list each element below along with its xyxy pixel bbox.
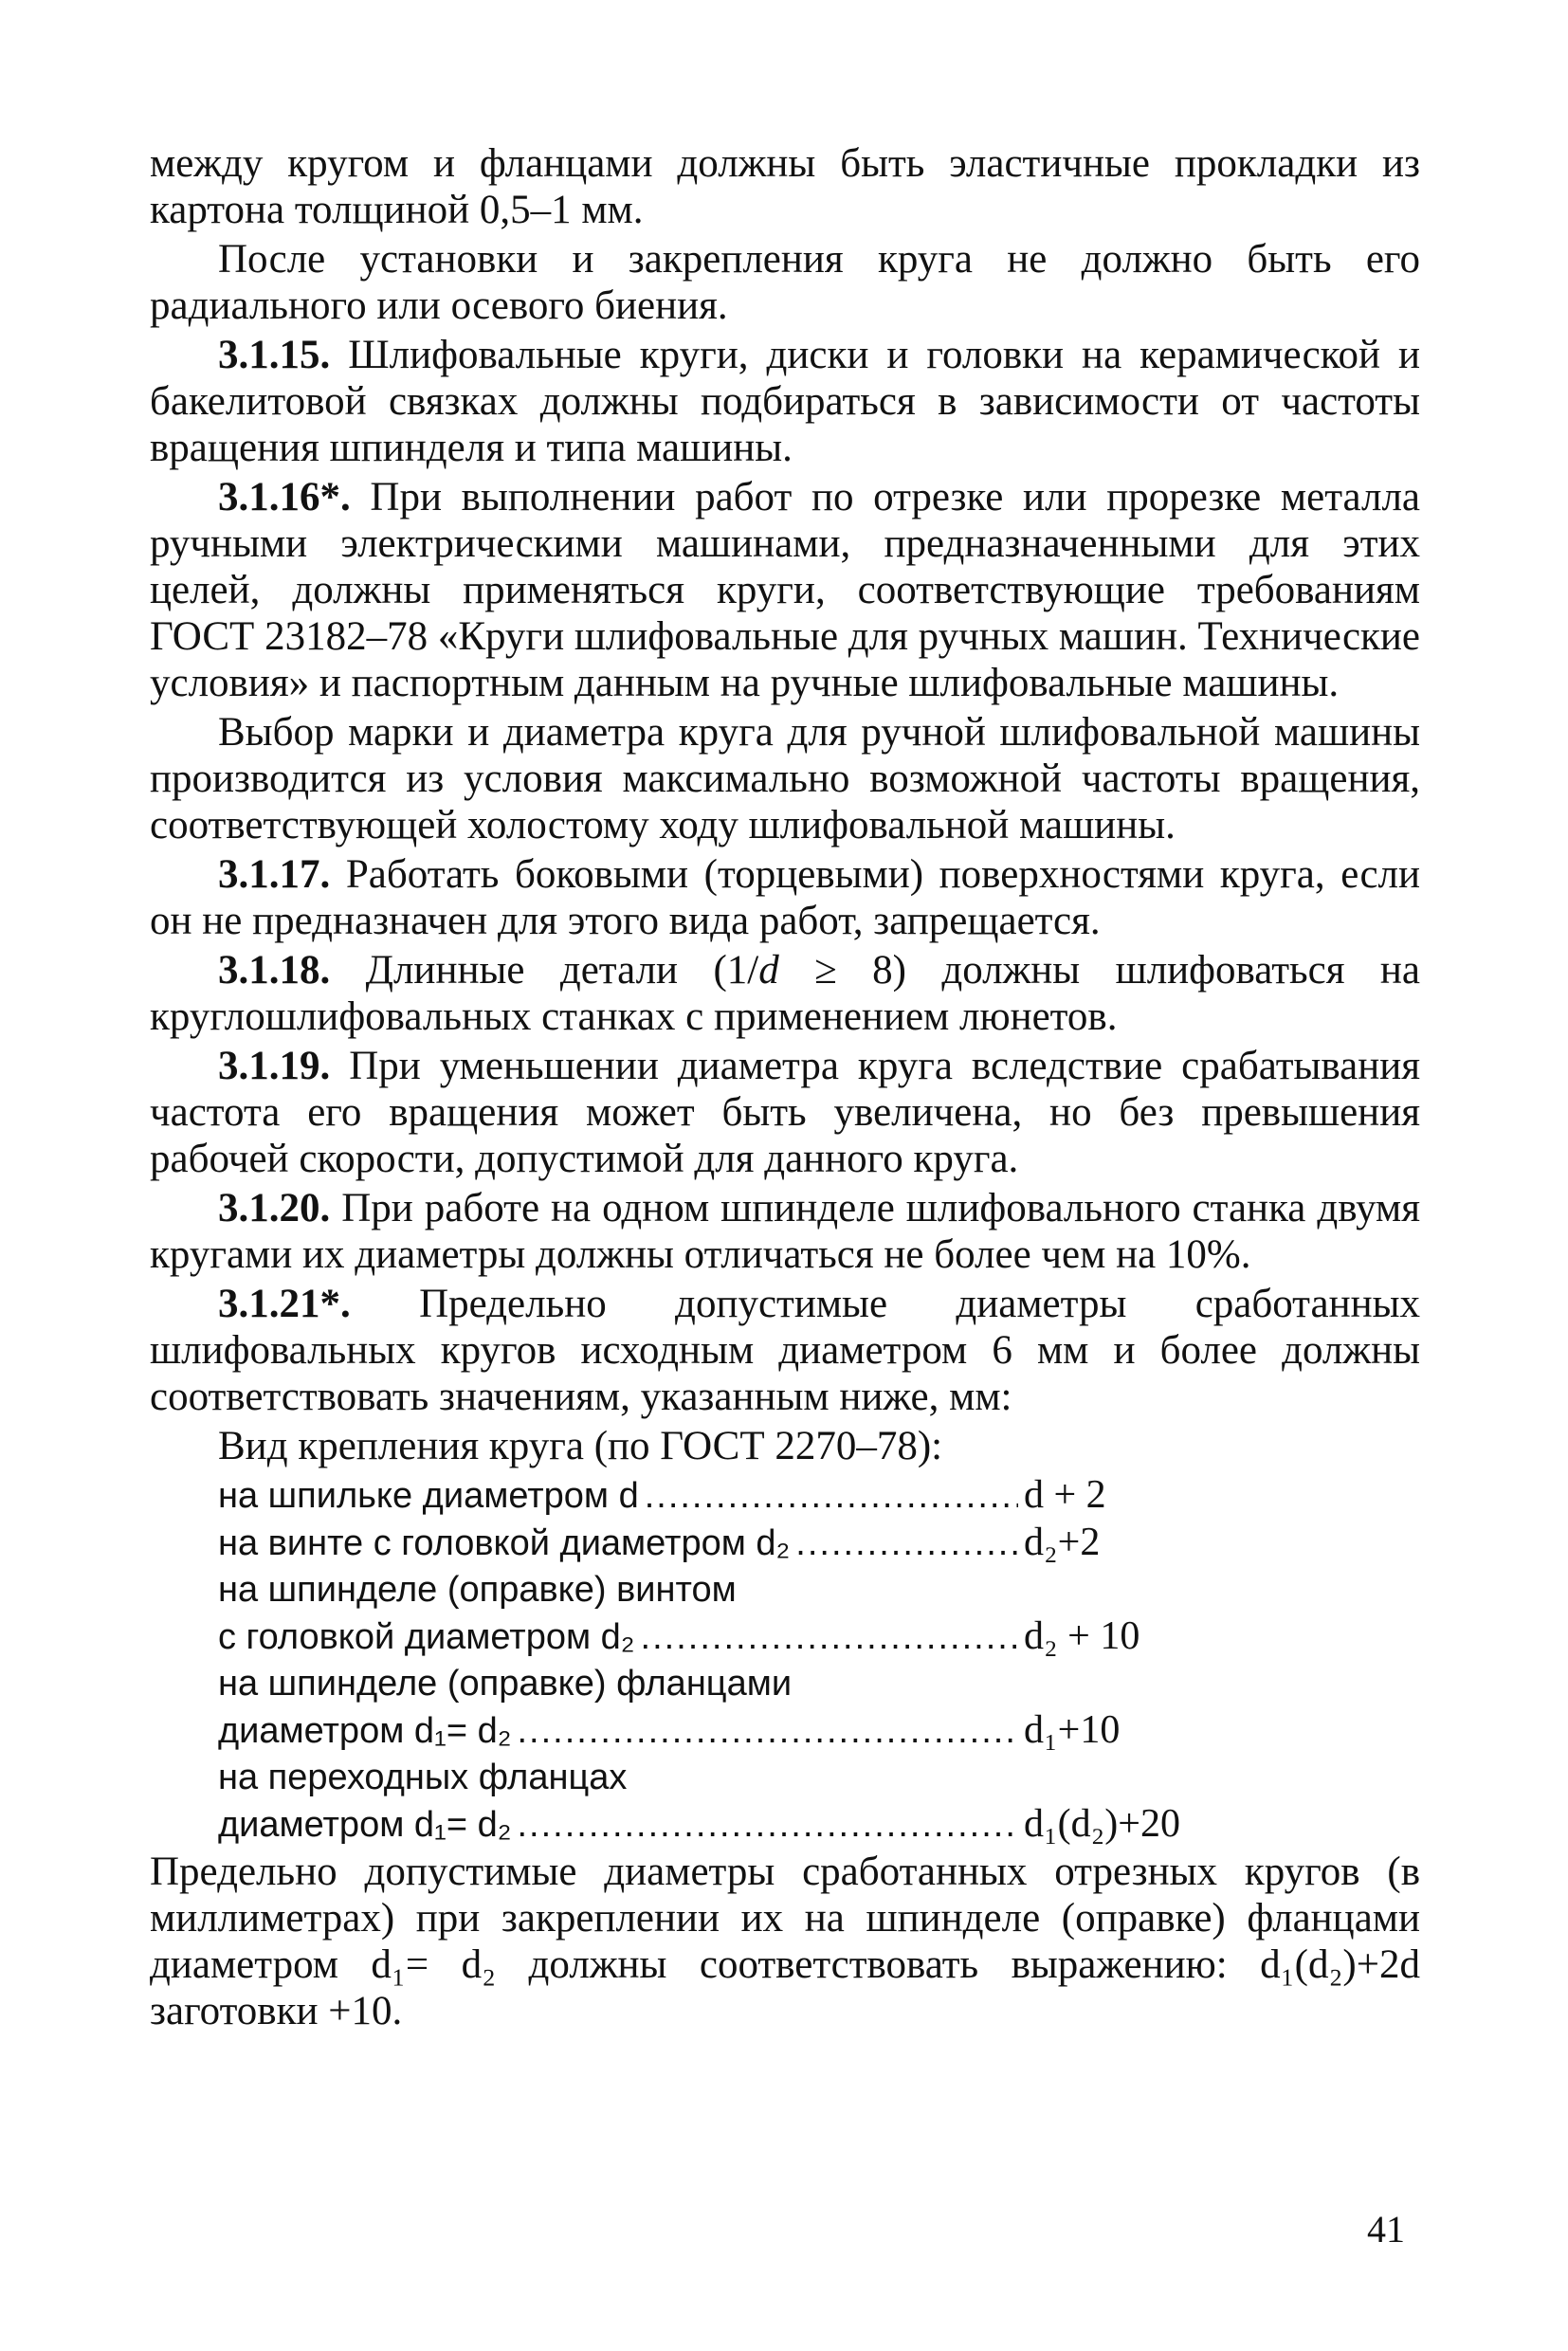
section-3-1-15	[150, 332, 1420, 471]
section-3-1-18	[150, 947, 1420, 1040]
section-number: 3.1.20.	[218, 1186, 331, 1230]
section-text: Работать боковыми (торцевыми) поверхностями круга, если он не предназначен для этого вида работ, запрещается.	[150, 852, 1420, 943]
section-3-1-19	[150, 1043, 1420, 1182]
dimension-row	[218, 1567, 1166, 1613]
section-text: Предельно допустимые диаметры сработанных шлифовальных кругов исходным диаметром 6 мм и более должны соответствовать значениям, указанным ниже, мм:	[150, 1282, 1420, 1419]
dimension-label: диаметром d₁= d₂	[218, 1711, 512, 1751]
dimension-value: d + 2	[1024, 1473, 1106, 1517]
document-page	[150, 140, 1420, 2037]
dimension-row	[218, 1520, 1166, 1567]
dimension-value: d₁+10	[1024, 1708, 1121, 1752]
dimension-label: на винте с головкой диаметром d₂	[218, 1523, 791, 1563]
section-text: При выполнении работ по отрезке или прорезке металла ручными электрическими машинами, предназначенными для этих целей, должны применяться круги, соответствующие требованиям ГОСТ 23182–78 «Круги шлифовальные для ручных машин. Технические условия» и паспортным данным на ручные шлифовальные машины.	[150, 475, 1421, 705]
dimension-label: с головкой диаметром d₂	[218, 1617, 635, 1657]
dimension-value: d₂ + 10	[1024, 1614, 1140, 1658]
section-number: 3.1.17.	[218, 852, 331, 897]
dimension-row	[218, 1472, 1166, 1520]
dimension-row	[218, 1801, 1180, 1849]
dimension-label: диаметром d₁= d₂	[218, 1805, 512, 1845]
section-number: 3.1.21*.	[218, 1282, 351, 1326]
section-text: ≥ 8) должны шлифоваться на круглошлифовальных станках с применением люнетов.	[150, 948, 1420, 1039]
section-3-1-21	[150, 1281, 1420, 1420]
list-heading: Вид крепления круга (по ГОСТ 2270–78):	[218, 1424, 943, 1468]
dimension-row	[218, 1613, 1166, 1661]
dimension-label: на шпинделе (оправке) винтом	[218, 1570, 737, 1610]
dimension-row	[218, 1755, 1166, 1801]
paragraph-wheel-selection: Выбор марки и диаметра круга для ручной шлифовальной машины производится из условия максимально возможной частоты вращения, соответствующей холостому ходу шлифовальной машины.	[150, 710, 1420, 847]
dimension-value: d₁(d₂)+20	[1024, 1802, 1180, 1846]
page-number: 41	[1367, 2208, 1405, 2251]
section-text: Шлифовальные круги, диски и головки на керамической и бакелитовой связках должны подбираться в зависимости от частоты вращения шпинделя и типа машины.	[150, 333, 1420, 470]
dimension-label: на шпильке диаметром d	[218, 1476, 639, 1516]
section-text: При работе на одном шпинделе шлифовального станка двумя кругами их диаметры должны отличаться не более чем на 10%.	[150, 1186, 1420, 1277]
dimension-label: на переходных фланцах	[218, 1758, 628, 1797]
variable-d: d	[758, 948, 779, 993]
leader-dots	[645, 1473, 1018, 1520]
section-number: 3.1.16*.	[218, 475, 351, 519]
paragraph-runout: После установки и закрепления круга не должно быть его радиального или осевого биения.	[150, 237, 1420, 328]
dimension-list	[150, 1472, 1420, 1849]
leader-dots	[795, 1521, 1018, 1567]
section-text: При уменьшении диаметра круга вследствие срабатывания частота его вращения может быть увеличена, но без превышения рабочей скорости, допустимой для данного круга.	[150, 1044, 1420, 1181]
paragraph-cutoff-wheels: Предельно допустимые диаметры сработанных отрезных кругов (в миллиметрах) при закреплении их на шпинделе (оправке) фланцами диаметром d₁= d₂ должны соответствовать выражению: d₁(d₂)+2d заготовки +10.	[150, 1850, 1420, 2033]
dimension-label: на шпинделе (оправке) фланцами	[218, 1664, 793, 1704]
section-text: Длинные детали (1/	[330, 948, 759, 993]
dimension-row	[218, 1661, 1166, 1707]
paragraph-flange-gaskets: между кругом и фланцами должны быть эластичные прокладки из картона толщиной 0,5–1 мм.	[150, 141, 1420, 232]
dimension-row	[218, 1707, 1166, 1755]
section-3-1-20	[150, 1185, 1420, 1278]
section-3-1-16	[150, 474, 1420, 706]
section-number: 3.1.18.	[218, 948, 331, 993]
leader-dots	[641, 1614, 1018, 1661]
section-number: 3.1.15.	[218, 333, 331, 377]
leader-dots	[517, 1802, 1018, 1849]
section-3-1-17	[150, 851, 1420, 944]
section-number: 3.1.19.	[218, 1044, 331, 1088]
leader-dots	[517, 1708, 1018, 1755]
dimension-value: d₂+2	[1024, 1521, 1101, 1564]
